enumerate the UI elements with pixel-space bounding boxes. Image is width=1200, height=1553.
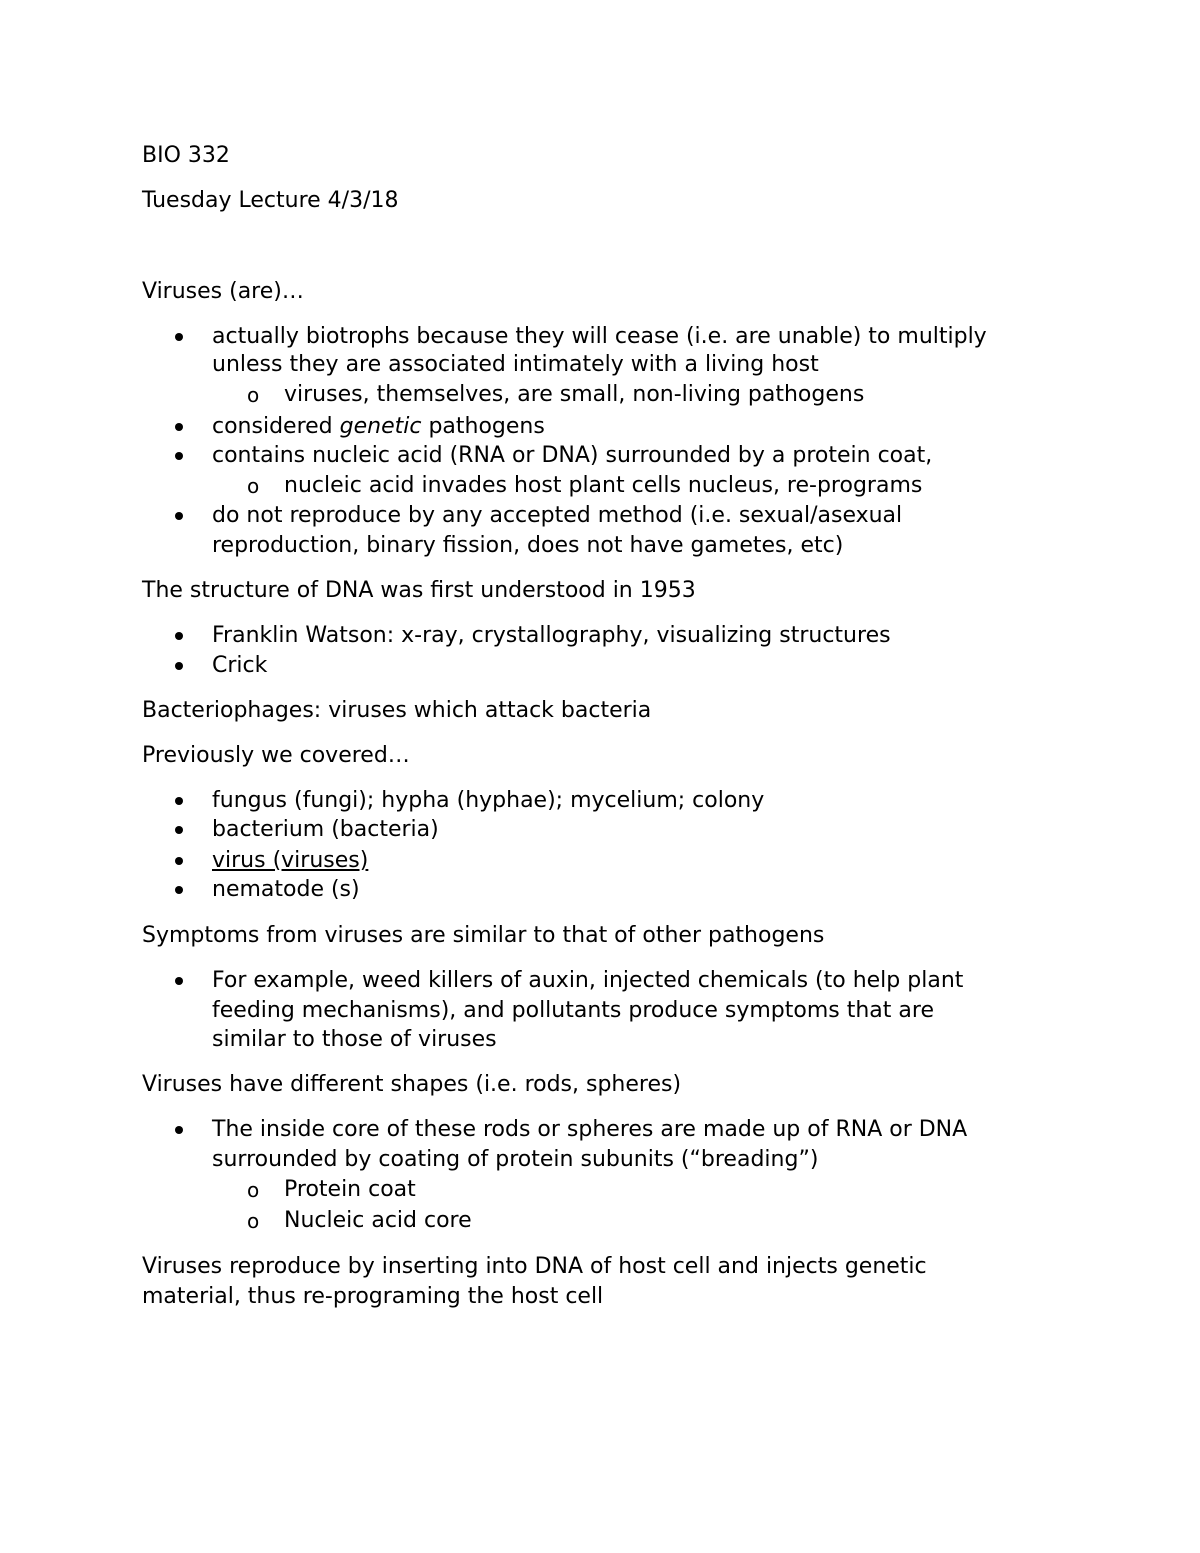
list-item-continuation: unless they are associated intimately with a living host (212, 352, 819, 377)
list-item: actually biotrophs because they will cease (i.e. are unable) to multiply (212, 324, 987, 349)
list-item: For example, weed killers of auxin, injected chemicals (to help plant (212, 968, 964, 993)
list-item: bacterium (bacteria) (212, 817, 439, 842)
paragraph-reproduce: Viruses reproduce by inserting into DNA of host cell and injects genetic (142, 1254, 927, 1279)
lecture-date: Tuesday Lecture 4/3/18 (142, 188, 399, 213)
list-item (212, 846, 368, 876)
bullet-marker (175, 512, 183, 520)
bullet-marker (175, 452, 183, 460)
bullet-marker (175, 826, 183, 834)
section-heading-bacteriophages: Bacteriophages: viruses which attack bacteria (142, 698, 652, 723)
section-heading-dna: The structure of DNA was first understood in 1953 (142, 578, 696, 603)
list-item-continuation: feeding mechanisms), and pollutants produce symptoms that are (212, 998, 934, 1023)
list-item: Crick (212, 653, 268, 678)
sub-list-item: Protein coat (284, 1177, 416, 1202)
list-item: nematode (s) (212, 877, 360, 902)
bullet-marker (175, 977, 183, 985)
bullet-marker (175, 797, 183, 805)
bullet-marker (175, 423, 183, 431)
list-item: The inside core of these rods or spheres are made up of RNA or DNA (212, 1117, 968, 1142)
underlined-text: virus (viruses) (212, 848, 369, 873)
list-item-continuation: reproduction, binary fission, does not have gametes, etc) (212, 533, 844, 558)
sub-bullet-marker: o (247, 1178, 260, 1202)
list-item: do not reproduce by any accepted method (i.e. sexual/asexual (212, 503, 903, 528)
list-item-continuation: surrounded by coating of protein subunits (“breading”) (212, 1147, 819, 1172)
emphasis-text: genetic (339, 414, 422, 439)
paragraph-reproduce-continuation: material, thus re-programing the host cell (142, 1284, 604, 1309)
course-title: BIO 332 (142, 143, 230, 168)
bullet-marker (175, 857, 183, 865)
section-heading-viruses-are: Viruses (are)… (142, 279, 304, 304)
bullet-marker (175, 333, 183, 341)
section-heading-previously: Previously we covered… (142, 743, 410, 768)
sub-bullet-marker: o (247, 474, 260, 498)
sub-list-item: viruses, themselves, are small, non-living pathogens (284, 382, 865, 407)
list-item: considered genetic pathogens (212, 414, 545, 439)
sub-bullet-marker: o (247, 383, 260, 407)
bullet-marker (175, 662, 183, 670)
sub-bullet-marker: o (247, 1209, 260, 1233)
list-item: contains nucleic acid (RNA or DNA) surrounded by a protein coat, (212, 443, 933, 468)
list-item: fungus (fungi); hypha (hyphae); mycelium; colony (212, 788, 765, 813)
bullet-marker (175, 886, 183, 894)
list-item-continuation: similar to those of viruses (212, 1027, 497, 1052)
list-item: Franklin Watson: x-ray, crystallography, visualizing structures (212, 623, 891, 648)
section-heading-shapes: Viruses have different shapes (i.e. rods, spheres) (142, 1072, 682, 1097)
sub-list-item: Nucleic acid core (284, 1208, 472, 1233)
bullet-marker (175, 632, 183, 640)
bullet-marker (175, 1126, 183, 1134)
section-heading-symptoms: Symptoms from viruses are similar to that of other pathogens (142, 923, 825, 948)
sub-list-item: nucleic acid invades host plant cells nucleus, re-programs (284, 473, 923, 498)
